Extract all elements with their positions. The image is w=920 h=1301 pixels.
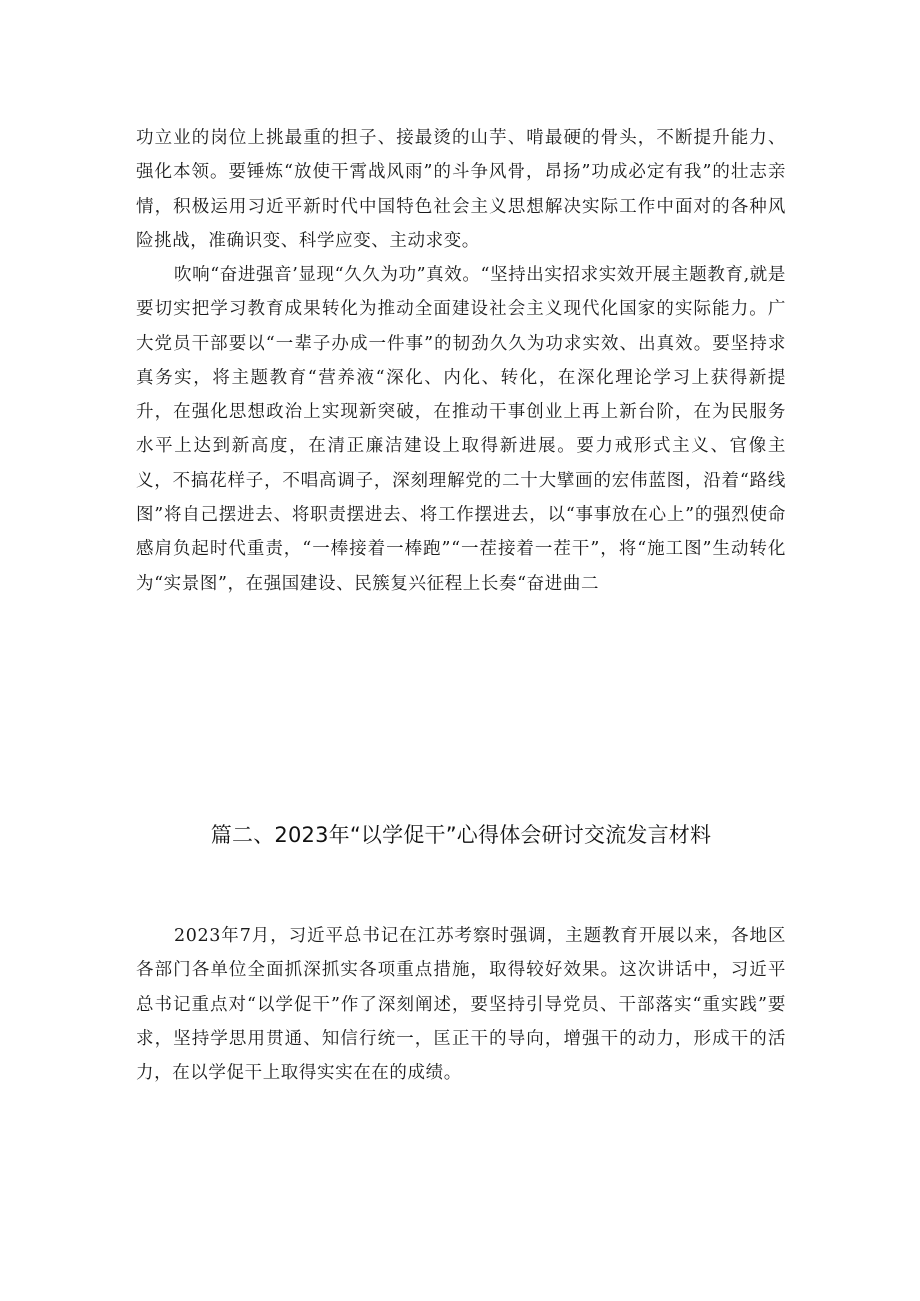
body-paragraph-1: 功立业的岗位上挑最重的担子、接最烫的山芋、啃最硬的骨头，不断提升能力、强化本领。要锤炼“放使干霄战风雨”的斗争风骨，昂扬”功成必定有我”的壮志亲情，积极运用习近平新时代中国特色社会主义思想解决实际工作中面对的各种风险挑战，准确识变、科学应变、主动求变。 [136,128,786,251]
body-paragraph-2: 吹响“奋进强音’显现“久久为功”真效。“坚持出实招求实效开展主题教育,就是要切实把学习教育成果转化为推动全面建设社会主义现代化国家的实际能力。广大党员干部要以“一辈子办成一件事”的韧劲久久为功求实效、出真效。要坚持求真务实，将主题教育“营养液“深化、内化、转化，在深化理论学习上获得新提升，在强化思想政治上实现新突破，在推动干事创业上再上新台阶，在为民服务水平上达到新高度，在清正廉洁建设上取得新进展。要力戒形式主义、官像主义，不搞花样子，不唱高调子，深刻理解党的二十大擘画的宏伟蓝图，沿着“路线图”将自己摆进去、将职责摆进去、将工作摆进去，以“事事放在心上”的强烈使命感肩负起时代重责，“一棒接着一棒跑”“一茬接着一茬干”，将“施工图”生动转化为“实景图”，在强国建设、民簇复兴征程上长奏“奋进曲二 [136,265,786,594]
body-paragraph-3: 2023年7月，习近平总书记在江苏考察时强调，主题教育开展以来，各地区各部门各单位全面抓深抓实各项重点措施，取得较好效果。这次讲话中，习近平总书记重点对“以学促干”作了深刻阐述，要坚持引导党员、干部落实“重实践”要求，坚持学思用贯通、知信行统一，匡正干的导向，增强干的动力，形成干的活力，在以学促干上取得实实在在的成绩。 [136,926,786,1084]
section-heading: 篇二、2023年“以学促干”心得体会研讨交流发言材料 [210,823,712,847]
